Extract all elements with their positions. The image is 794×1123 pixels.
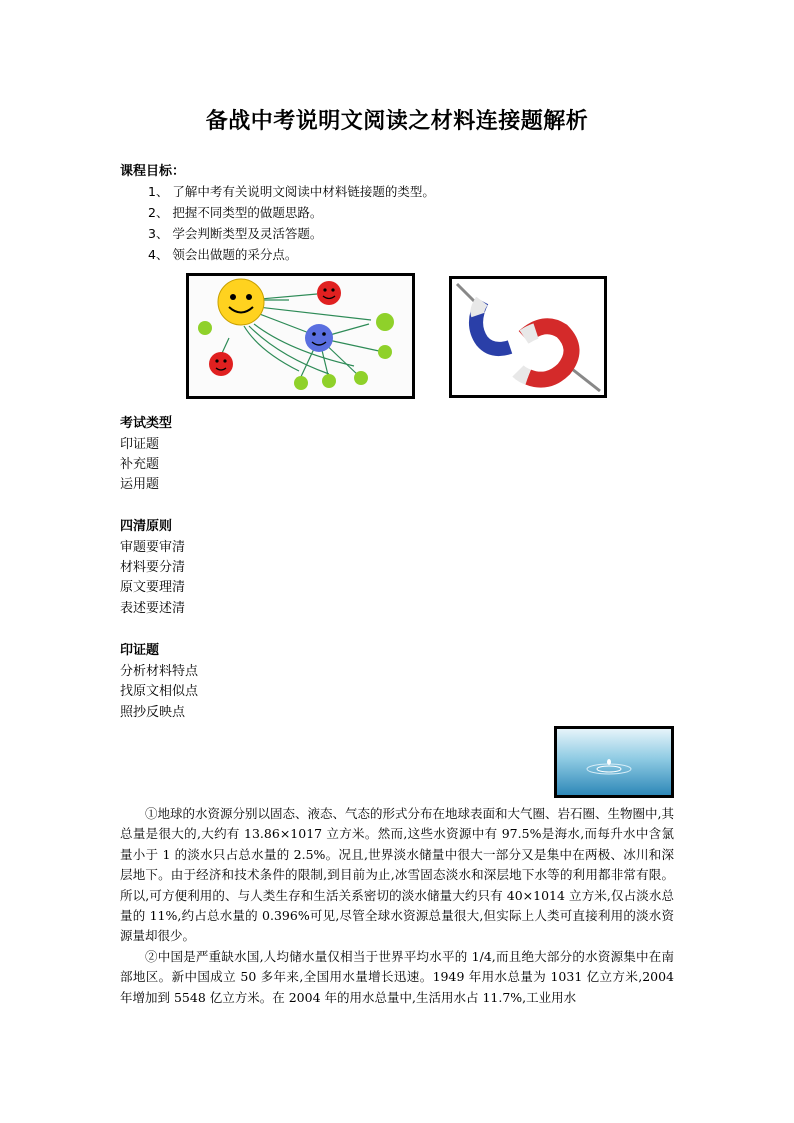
verify-heading: 印证题 xyxy=(120,643,160,658)
verify-item: 分析材料特点 xyxy=(120,664,199,679)
goal-item-1: 1、 了解中考有关说明文阅读中材料链接题的类型。 xyxy=(148,184,435,199)
goal-item-4: 4、 领会出做题的采分点。 xyxy=(148,247,298,262)
exam-types-heading: 考试类型 xyxy=(120,416,173,431)
verify-item: 照抄反映点 xyxy=(120,705,186,720)
principle-item: 材料要分清 xyxy=(120,560,186,575)
water-image xyxy=(554,726,674,798)
four-clear-heading: 四清原则 xyxy=(120,519,173,534)
goal-item-3: 3、 学会判断类型及灵活答题。 xyxy=(148,226,323,241)
paragraph-2: ②中国是严重缺水国,人均储水量仅相当于世界平均水平的 1/4,而且绝大部分的水资源集中在南部地区。新中国成立 50 多年来,全国用水量增长迅速。1949 年用水总量为 1031 亿立方米,2004 年增加到 5548 亿立方米。在 2004 年的用水总量中,生活用水占 11.7%,工业用水 xyxy=(120,948,674,1005)
exam-type-item: 印证题 xyxy=(120,437,160,452)
principle-item: 表述要述清 xyxy=(120,601,186,616)
page-title: 备战中考说明文阅读之材料连接题解析 xyxy=(205,109,589,134)
goals-heading: 课程目标： xyxy=(120,164,186,179)
article-body xyxy=(120,804,674,1008)
network-image xyxy=(186,273,415,399)
exam-type-item: 补充题 xyxy=(120,457,160,472)
principle-item: 原文要理清 xyxy=(120,580,186,595)
magnet-image xyxy=(449,276,607,398)
goal-item-2: 2、 把握不同类型的做题思路。 xyxy=(148,205,323,220)
paragraph-1: ①地球的水资源分别以固态、液态、气态的形式分布在地球表面和大气圈、岩石圈、生物圈中,其总量是很大的,大约有 13.86×1017 立方米。然而,这些水资源中有 97.5%是海水,而每升水中含氯量小于 1 的淡水只占总水量的 2.5%。况且,世界淡水储量中很大一部分又是集中在两极、冰川和深层地下。由于经济和技术条件的限制,到目前为止,冰雪固态淡水和深层地下水等的利用都非常有限。所以,可方便利用的、与人类生存和生活关系密切的淡水储量大约只有 40×1014 立方米,仅占淡水总量的 11%,约占总水量的 0.396%可见,尽管全球水资源总量很大,但实际上人类可直接利用的淡水资源量却很少。 xyxy=(120,806,674,944)
exam-type-item: 运用题 xyxy=(120,477,160,492)
principle-item: 审题要审清 xyxy=(120,540,186,555)
verify-item: 找原文相似点 xyxy=(120,684,199,699)
